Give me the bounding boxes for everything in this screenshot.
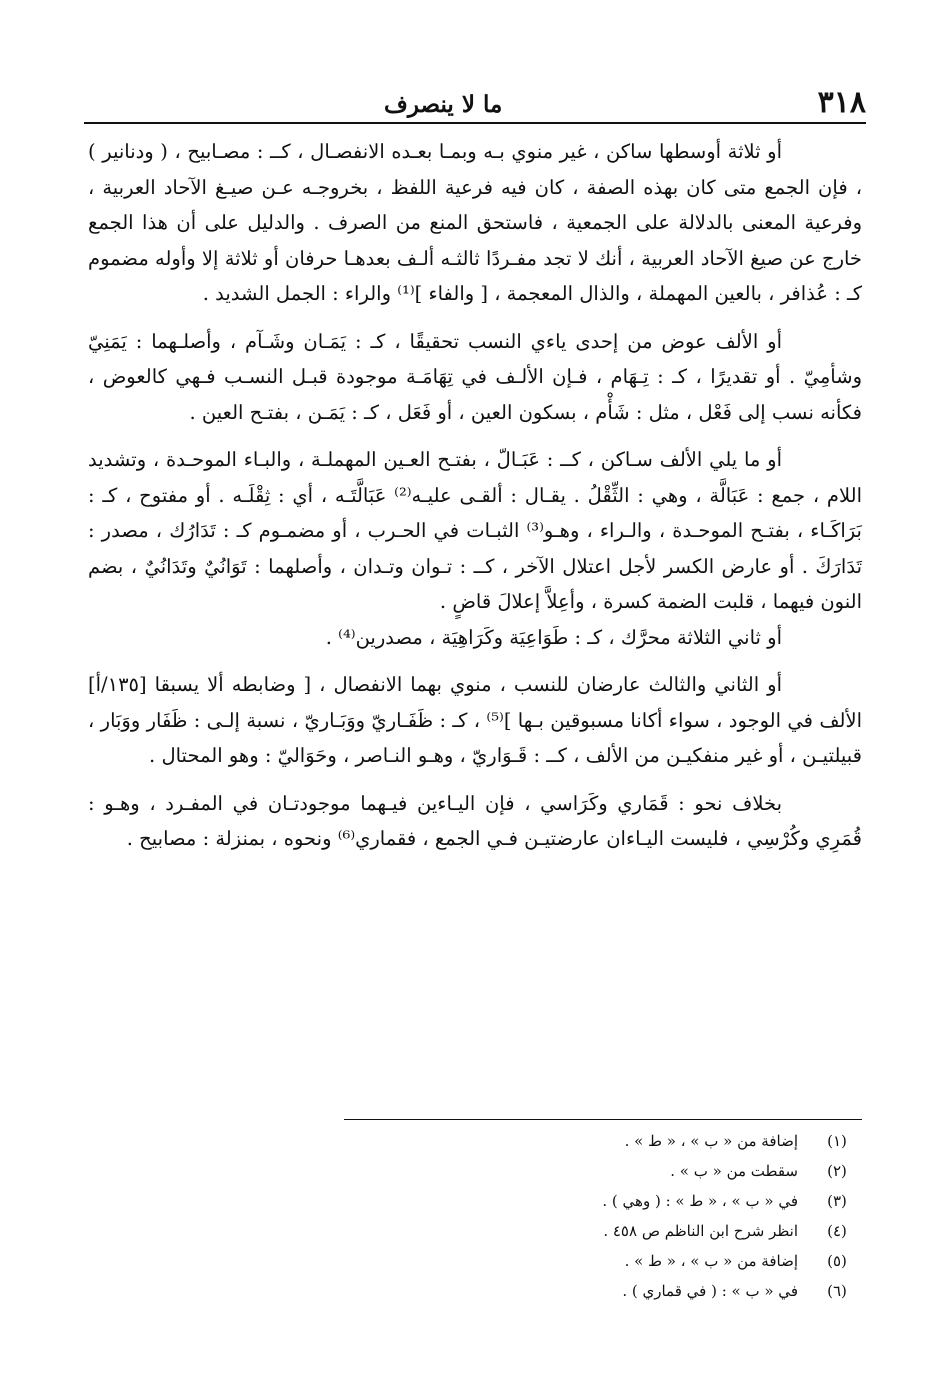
paragraph: أو ما يلي الألف سـاكن ، كــ : عَبَـالّ ، بفتـح العـين المهملـة ، والبـاء الموحـدة ، وتشديد اللام ، جمع : عَبَالَّة ، وهي : الثِّقْلُ . يقـال : ألقـى عليـه⁽²⁾ عَبَالَّتَـه ، أي : ثِقْلَـه . أو مفتوح ، كـ : بَرَاكَـاء ، بفتـح الموحـدة ، والـراء ، وهـو⁽³⁾ الثبـات في الحـرب ، أو مضمـوم كـ : تَدَارُك ، مصدر : تَدَارَكَ . أو عارض الكسر لأجل اعتلال الآخر ، كــ : تـوان وتـدان ، وأصلهما : تَوَانُيٌ وتَدَانُيٌ ، بضم النون فيهما ، قلبت الضمة كسرة ، وأعِلاَّ إعلالَ قاضٍ .: [88, 448, 862, 613]
header-title: ما لا ينصرف: [384, 91, 503, 118]
footnote-number: (٢): [827, 1162, 847, 1180]
paragraph: بخلاف نحو : قَمَاري وكَرَاسي ، فإن اليـاءين فيـهما موجودتـان في المفـرد ، وهـو : قُمَرِي وكُرْسِي ، فليست اليـاءان عارضتيـن فـي الجمع ، فقماري⁽⁶⁾ ونحوه ، بمنزلة : مصابيح .: [88, 791, 862, 850]
footnote-text: إضافة من « ب » ، « ط » .: [624, 1252, 798, 1270]
footnote-item: [300, 1246, 862, 1276]
page-number: ٣١٨: [817, 85, 866, 120]
paragraph: أو ثاني الثلاثة محرَّك ، كـ : طَوَاعِيَة وكَرَاهِيَة ، مصدرين⁽⁴⁾ .: [325, 625, 782, 649]
footnote-separator: [344, 1119, 862, 1120]
footnote-text: إضافة من « ب » ، « ط » .: [624, 1132, 798, 1150]
main-text: [88, 134, 862, 857]
footnote-item: [300, 1216, 862, 1246]
footnote-item: [300, 1126, 862, 1156]
footnote-item: [300, 1186, 862, 1216]
footnote-number: (٦): [827, 1282, 847, 1300]
footnote-number: (١): [827, 1132, 847, 1150]
paragraph: أو ثلاثة أوسطها ساكن ، غير منوي بـه وبمـا بعـده الانفصـال ، كــ : مصـابيح ، ( ودنانير ) ، فإن الجمع متى كان بهذه الصفة ، كان فيه فرعية اللفظ ، بخروجـه عـن صيـغ الآحاد العربية ، وفرعية المعنى بالدلالة على الجمعية ، فاستحق المنع من الصرف . والدليل على أن هذا الجمع خارج عن صيغ الآحاد العربية ، أنك لا تجد مفـردًا ثالثـه ألـف بعدهـا حرفان أو ثلاثة إلا وأوله مضموم كـ : عُذافر ، بالعين المهملة ، والذال المعجمة ، [ والفاء ]⁽¹⁾ والراء : الجمل الشديد .: [88, 140, 862, 305]
running-header: [84, 82, 866, 124]
footnote-text: سقطت من « ب » .: [670, 1162, 798, 1180]
footnote-number: (٣): [827, 1192, 847, 1210]
paragraph: أو الثاني والثالث عارضان للنسب ، منوي بهما الانفصال ، [ وضابطه ألا يسبقا [١٣٥/أ] الألف في الوجود ، سواء أكانا مسبوقين بـها ]⁽⁵⁾ ، كـ : ظَفَـاريّ ووَبَـاريّ ، نسبة إلـى : ظَفَار ووَبَار ، قبيلتيـن ، أو غير منفكيـن من الألف ، كــ : قَـوَاريّ ، وهـو النـاصر ، وحَوَاليّ : وهو المحتال .: [88, 673, 862, 767]
footnote-number: (٥): [827, 1252, 847, 1270]
footnote-item: [300, 1156, 862, 1186]
footnote-item: [300, 1276, 862, 1306]
paragraph: أو الألف عوض من إحدى ياءي النسب تحقيقًا ، كـ : يَمَـان وشَـآم ، وأصلـهما : يَمَنِيّ وشأمِيّ . أو تقديرًا ، كـ : تِـهَام ، فـإن الألـف في تِهَامَـة موجودة قبـل النسـب فـهي كالعوض ، فكأنه نسب إلى فَعْل ، مثل : شَأْم ، بسكون العين ، أو فَعَل ، كـ : يَمَـن ، بفتـح العين .: [88, 329, 862, 424]
footnotes: [300, 1126, 862, 1306]
footnote-text: في « ب » ، « ط » : ( وهي ) .: [602, 1192, 798, 1210]
footnote-text: انظر شرح ابن الناظم ص ٤٥٨ .: [603, 1222, 798, 1240]
footnote-text: في « ب » : ( في قماري ) .: [622, 1282, 798, 1300]
footnote-number: (٤): [827, 1222, 847, 1240]
